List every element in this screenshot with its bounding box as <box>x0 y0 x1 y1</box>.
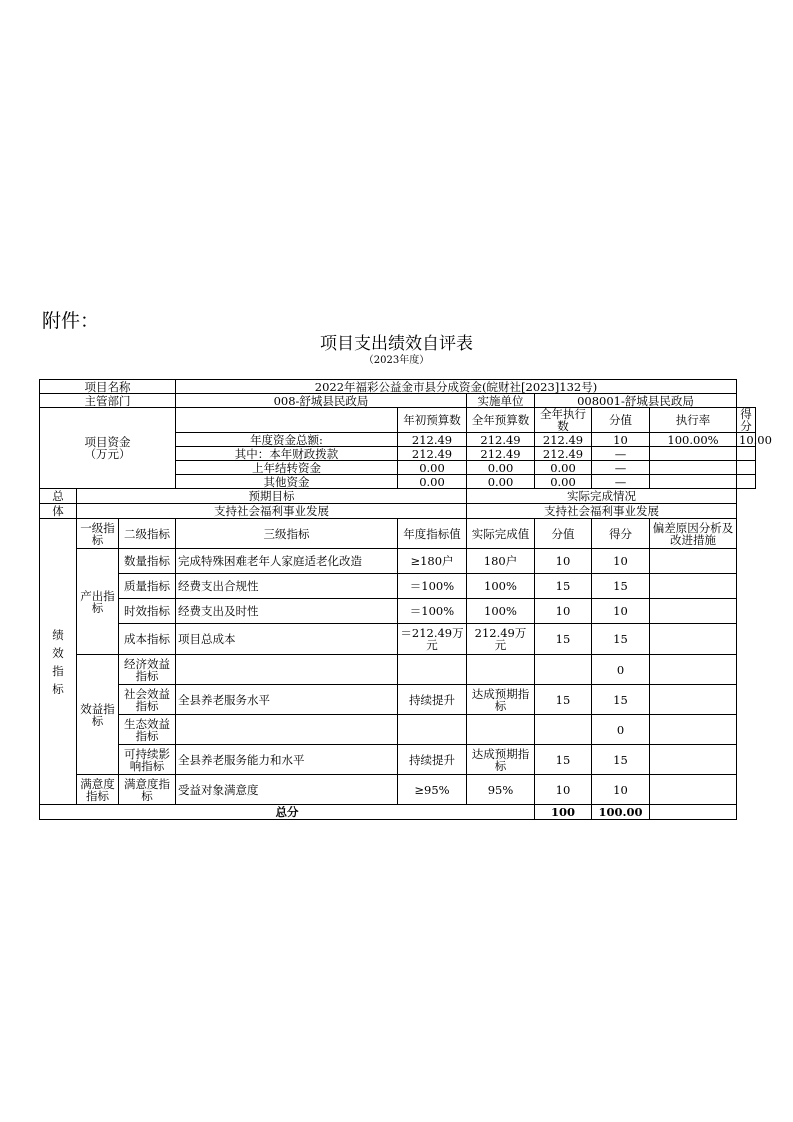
funds-header: 分值 <box>592 408 650 433</box>
score: 15 <box>592 574 650 599</box>
page-title: 项目支出绩效自评表 <box>320 334 473 354</box>
dept-label: 主管部门 <box>40 394 176 408</box>
level3-cell: 经费支出及时性 <box>176 599 398 624</box>
level3-cell: 全县养老服务水平 <box>176 685 398 715</box>
funds-cell <box>737 461 756 475</box>
overall-label-1: 总 <box>40 489 77 504</box>
indicator-row <box>40 715 756 745</box>
funds-cell: 0.00 <box>398 461 467 475</box>
project-name-label: 项目名称 <box>40 380 176 394</box>
funds-cell: — <box>592 475 650 489</box>
target-value <box>398 715 467 745</box>
level2-cell: 社会效益指标 <box>119 685 176 715</box>
attachment-label: 附件： <box>42 310 100 332</box>
deviation-note <box>650 599 737 624</box>
score-max: 10 <box>535 775 592 805</box>
indicator-row <box>40 624 756 655</box>
level3-cell: 完成特殊困难老年人家庭适老化改造 <box>176 549 398 574</box>
evaluation-table <box>39 379 772 820</box>
funds-cell: 212.49 <box>398 447 467 461</box>
level3-cell: 项目总成本 <box>176 624 398 655</box>
funds-cell: 10.00 <box>737 433 756 447</box>
total-score: 100.00 <box>592 805 650 820</box>
level3-cell <box>176 655 398 685</box>
score: 10 <box>592 599 650 624</box>
score-max <box>535 715 592 745</box>
funds-header: 全年执行数 <box>535 408 592 433</box>
ind-header: 实际完成值 <box>467 519 535 549</box>
funds-cell: 212.49 <box>535 447 592 461</box>
level1-satisfaction: 满意度指标 <box>77 775 119 805</box>
ind-header: 分值 <box>535 519 592 549</box>
impl-label: 实施单位 <box>467 394 535 408</box>
indicator-row <box>40 775 756 805</box>
deviation-note <box>650 574 737 599</box>
funds-cell <box>737 475 756 489</box>
actual-value: 95% <box>467 775 535 805</box>
dept-value: 008-舒城县民政局 <box>176 394 467 408</box>
perf-label-char: 绩 <box>52 627 64 642</box>
funds-header: 执行率 <box>650 408 737 433</box>
ind-header: 二级指标 <box>119 519 176 549</box>
deviation-note <box>650 745 737 775</box>
total-max: 100 <box>535 805 592 820</box>
deviation-note <box>650 655 737 685</box>
level1-output: 产出指标 <box>77 549 119 655</box>
ind-header: 三级指标 <box>176 519 398 549</box>
funds-cell: 212.49 <box>467 447 535 461</box>
score-max: 10 <box>535 599 592 624</box>
funds-cell: 10 <box>592 433 650 447</box>
total-label: 总分 <box>40 805 535 820</box>
project-name-row <box>40 380 756 394</box>
score: 10 <box>592 549 650 574</box>
score-max: 15 <box>535 685 592 715</box>
deviation-note <box>650 715 737 745</box>
funds-row-label: 上年结转资金 <box>176 461 398 475</box>
overall-label-2: 体 <box>40 504 77 519</box>
funds-cell: 100.00% <box>650 433 737 447</box>
funds-cell: — <box>592 447 650 461</box>
level2-cell: 质量指标 <box>119 574 176 599</box>
score: 0 <box>592 655 650 685</box>
score: 15 <box>592 745 650 775</box>
total-row <box>40 805 756 820</box>
funds-cell <box>737 447 756 461</box>
score: 10 <box>592 775 650 805</box>
funds-label-cell <box>40 408 176 489</box>
ind-header: 年度指标值 <box>398 519 467 549</box>
funds-row-label: 其中：本年财政拨款 <box>176 447 398 461</box>
funds-cell: 212.49 <box>467 433 535 447</box>
score: 0 <box>592 715 650 745</box>
indicator-row <box>40 685 756 715</box>
score-max <box>535 655 592 685</box>
department-row <box>40 394 756 408</box>
ind-header: 偏差原因分析及改进措施 <box>650 519 737 549</box>
funds-cell: 0.00 <box>535 461 592 475</box>
indicator-header-row <box>40 519 756 549</box>
score-max: 10 <box>535 549 592 574</box>
target-value <box>398 655 467 685</box>
target-value: ＝100% <box>398 599 467 624</box>
deviation-note <box>650 624 737 655</box>
funds-unit: （万元） <box>84 447 131 461</box>
level3-cell: 全县养老服务能力和水平 <box>176 745 398 775</box>
ind-header: 得分 <box>592 519 650 549</box>
level2-cell: 可持续影响指标 <box>119 745 176 775</box>
funds-header: 得分 <box>737 408 756 433</box>
funds-cell: 212.49 <box>535 433 592 447</box>
funds-cell: — <box>592 461 650 475</box>
target-header: 预期目标 <box>77 489 467 504</box>
target-value: ≥180户 <box>398 549 467 574</box>
funds-cell: 0.00 <box>467 475 535 489</box>
perf-label-char: 指 <box>52 663 64 678</box>
score-max: 15 <box>535 745 592 775</box>
target-value: ＝100% <box>398 574 467 599</box>
indicator-row <box>40 599 756 624</box>
deviation-note <box>650 775 737 805</box>
level3-cell <box>176 715 398 745</box>
indicator-row <box>40 549 756 574</box>
target-value: 持续提升 <box>398 745 467 775</box>
funds-header-row <box>40 408 756 433</box>
actual-text: 支持社会福利事业发展 <box>467 504 737 519</box>
level2-cell: 生态效益指标 <box>119 715 176 745</box>
level3-cell: 经费支出合规性 <box>176 574 398 599</box>
score-max: 15 <box>535 574 592 599</box>
indicator-row <box>40 574 756 599</box>
actual-header: 实际完成情况 <box>467 489 737 504</box>
level2-cell: 成本指标 <box>119 624 176 655</box>
actual-value: 100% <box>467 574 535 599</box>
funds-row-label: 年度资金总额: <box>176 433 398 447</box>
level2-cell: 数量指标 <box>119 549 176 574</box>
ind-header: 一级指标 <box>77 519 119 549</box>
actual-value: 达成预期指标 <box>467 685 535 715</box>
level2-cell: 经济效益指标 <box>119 655 176 685</box>
actual-value <box>467 655 535 685</box>
deviation-note <box>650 549 737 574</box>
indicator-row <box>40 655 756 685</box>
impl-value: 008001-舒城县民政局 <box>535 394 737 408</box>
level2-cell: 满意度指标 <box>119 775 176 805</box>
indicator-row <box>40 745 756 775</box>
score: 15 <box>592 685 650 715</box>
perf-label-char: 标 <box>52 681 64 696</box>
overall-content-row <box>40 504 756 519</box>
perf-label-cell <box>40 519 77 805</box>
score-max: 15 <box>535 624 592 655</box>
target-value: ＝212.49万元 <box>398 624 467 655</box>
level1-benefit: 效益指标 <box>77 655 119 775</box>
funds-cell <box>650 461 737 475</box>
funds-row-label: 其他资金 <box>176 475 398 489</box>
project-name-value: 2022年福彩公益金市县分成资金(皖财社[2023]132号) <box>176 380 737 394</box>
score: 15 <box>592 624 650 655</box>
funds-cell <box>650 475 737 489</box>
funds-cell: 0.00 <box>535 475 592 489</box>
actual-value: 212.49万元 <box>467 624 535 655</box>
funds-cell <box>650 447 737 461</box>
funds-cell: 0.00 <box>467 461 535 475</box>
funds-cell: 212.49 <box>398 433 467 447</box>
funds-header: 年初预算数 <box>398 408 467 433</box>
overall-header-row <box>40 489 756 504</box>
actual-value: 180户 <box>467 549 535 574</box>
level3-cell: 受益对象满意度 <box>176 775 398 805</box>
target-value: 持续提升 <box>398 685 467 715</box>
deviation-note <box>650 685 737 715</box>
actual-value <box>467 715 535 745</box>
actual-value: 达成预期指标 <box>467 745 535 775</box>
funds-cell: 0.00 <box>398 475 467 489</box>
target-value: ≥95% <box>398 775 467 805</box>
funds-label: 项目资金 <box>84 435 131 449</box>
funds-header: 全年预算数 <box>467 408 535 433</box>
perf-label-char: 效 <box>52 645 64 660</box>
target-text: 支持社会福利事业发展 <box>77 504 467 519</box>
level2-cell: 时效指标 <box>119 599 176 624</box>
page-subtitle: （2023年度） <box>363 355 430 366</box>
actual-value: 100% <box>467 599 535 624</box>
